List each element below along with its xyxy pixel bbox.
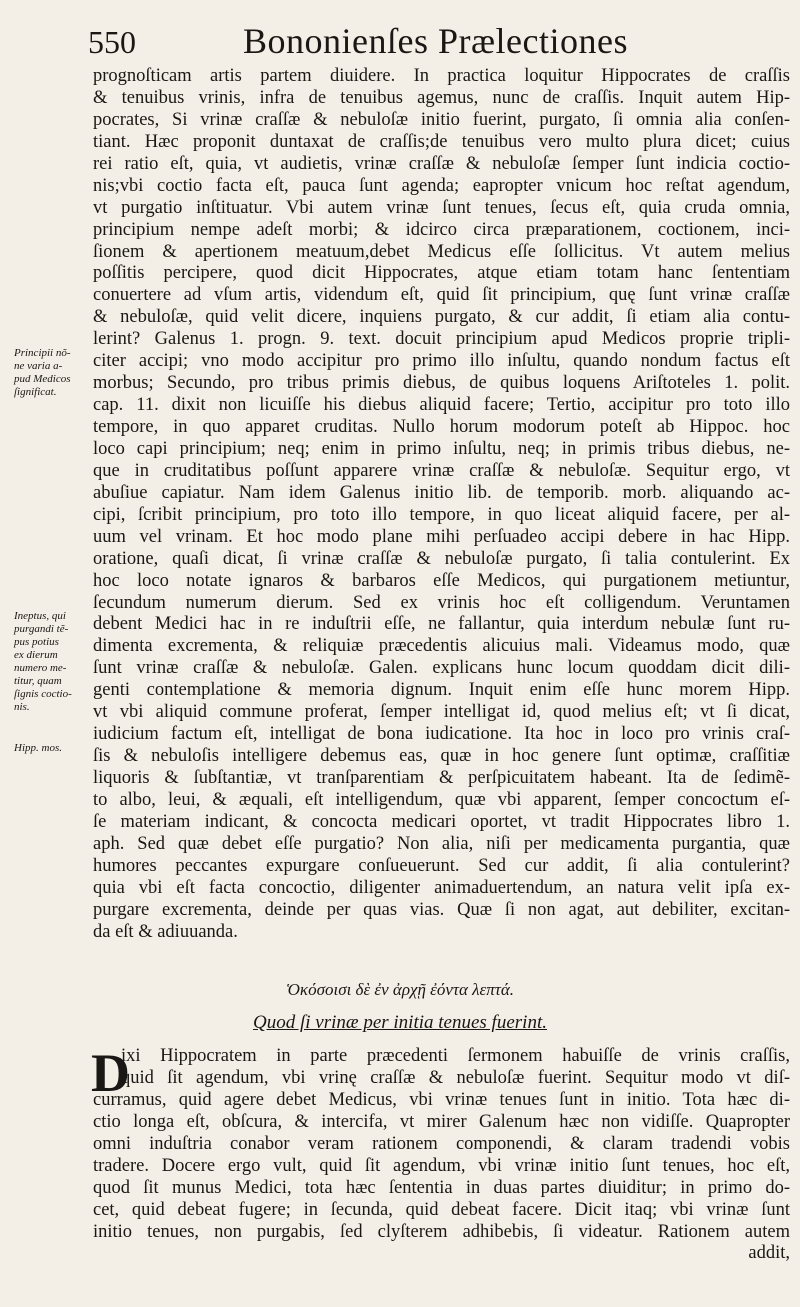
catchword: addit,: [748, 1243, 790, 1264]
text-line: cap. 11. dixit non licuiſſe his diebus aliquid facere; Tertio, accipitur pro toto illo: [93, 395, 790, 416]
margin-note-line: purgandi tẽ-: [14, 623, 69, 635]
margin-note-line: titur, quam: [14, 675, 62, 687]
text-line: initio tenues, non purgabis, ſed clyſterem adhibebis, ſi videatur. Rationem autem: [93, 1221, 790, 1242]
text-line: genti contemplatione & memoria dignum. Inquit enim eſſe hunc morem Hipp.: [93, 680, 790, 701]
text-line: nis;vbi coctio facta eſt, pauca ſunt agenda; eapropter vnicum hoc reſtat agendum,: [93, 175, 790, 196]
page-number: 550: [88, 24, 136, 60]
page-header: [88, 20, 780, 68]
lemma-heading: [0, 1012, 800, 1034]
text-line: humores peccantes expurgare conſueuerunt. Sed cur addit, ſi alia contulerint?: [93, 855, 790, 876]
text-line: abuſiue capiatur. Nam idem Galenus initio lib. de temporib. morb. aliquando ac-: [93, 482, 790, 503]
margin-note: [14, 610, 88, 714]
text-line: tiant. Hæc proponit duntaxat de craſſis;de tenuibus vero multo plura dicet; cuius: [93, 131, 790, 152]
body-text-section-1: [93, 66, 790, 944]
margin-note: [14, 347, 88, 399]
text-line: ixi Hippocratem in parte præcedenti ſermonem habuiſſe de vrinis craſſis,: [121, 1046, 790, 1066]
text-line: lerint? Galenus 1. progn. 9. text. docuit principium apud Medicos proprie tripli-: [93, 329, 790, 350]
margin-note-line: ſignis coctio-: [14, 688, 72, 700]
greek-lemma: Ὁκόσοισι δὲ ἐν ἀρχῇ ἐόντα λεπτά.: [286, 980, 514, 999]
text-line: tradere. Docere ergo vult, quid ſit agendum, vbi vrinæ initio ſunt tenues, hoc eſt,: [93, 1155, 790, 1176]
margin-note-line: ex dierum: [14, 649, 58, 661]
text-line: quod ſit munus Medici, tota hæc ſententia in duas partes diuiditur; in primo do-: [93, 1177, 790, 1198]
text-line: oratione, quaſi dicat, ſi vrinæ craſſæ & nebuloſæ purgato, ſi talia contulerint. Ex: [93, 548, 790, 569]
text-line: liquoris & ſubſtantiæ, vt tranſparentiam & perſpicuitatem habeant. Ita de ſedimẽ-: [93, 768, 790, 788]
text-line: curramus, quid agere debet Medicus, vbi vrinæ tenues ſunt in initio. Tota hæc di-: [93, 1089, 790, 1110]
running-title: Bononienſes Prælectiones: [243, 21, 628, 61]
text-line: cipi, ſcribit principium, pro toto illo tempore, in quo liceat aliquid facere, per al-: [93, 504, 790, 525]
text-line: ſunt vrinæ craſſæ & nebuloſæ. Galen. explicans hunc locum quoddam dicit dili-: [93, 658, 790, 679]
text-line: ſionem & apertionem meatuum,debet Medicus eſſe ſollicitus. Vt autem melius: [93, 241, 790, 262]
text-line: vt purgatio inſtituatur. Vbi autem vrinæ ſunt tenues, ſecus eſt, quia cruda omnia,: [93, 197, 790, 218]
text-line: pocrates, Si vrinæ craſſæ & nebuloſæ initio fuerint, purgato, ſi omnia alia conſen-: [93, 109, 790, 130]
margin-note: [14, 742, 88, 755]
text-line: dimenta excrementa, & reliquiæ præcedentis alicuius mali. Videamus modo, quæ: [93, 636, 790, 657]
text-line: loco capi principium; neq; enim in primo inſultu, neq; in primis tribus diebus, ne-: [93, 438, 790, 459]
margin-note-line: Hipp. mos.: [14, 742, 62, 754]
margin-note-line: ſignificat.: [14, 386, 57, 398]
margin-note-line: Principii nõ-: [14, 347, 71, 359]
text-line: conuertere ad vſum artis, videndum eſt, quid ſit principium, quę ſunt vrinæ craſſæ: [93, 285, 790, 306]
text-line: uum vel vrinam. Et hoc modo plane mihi perſuadeo accipi debere in hac Hipp.: [93, 526, 790, 547]
margin-note-line: numero me-: [14, 662, 67, 674]
text-line: poſſitis percipere, quod dicit Hippocrates, atque etiam totam hanc ſententiam: [93, 263, 790, 284]
text-line: hoc loco notate ignaros & barbaros eſſe Medicos, qui purgationem metiuntur,: [93, 570, 790, 591]
text-line: da eſt & adiuuanda.: [93, 921, 238, 942]
text-line: tempore, in quo apparet cruditas. Nullo horum modorum poteſt ab Hippoc. hoc: [93, 417, 790, 437]
text-line: ſis & nebuloſis intelligere debemus eas, quæ in hoc genere ſunt optimæ, craſſitiæ: [93, 746, 790, 767]
text-line: ſe materiam indicant, & concocta medicari oportet, vt tradit Hippocrates libro 1.: [93, 811, 790, 832]
text-line: & tenuibus vrinis, infra de tenuibus agemus, nunc de craſſis. Inquit autem Hip-: [93, 87, 790, 108]
text-line: cet, quid debeat fugere; in ſecunda, quid debeat facere. Dicit itaq; vbi vrinæ ſunt: [93, 1199, 790, 1220]
text-line: citer accipi; vno modo accipitur pro primo illo inſultu, quando nondum factus eſt: [93, 351, 790, 372]
text-line: principium nempe adeſt morbi; & idcirco circa præparationem, coctionem, inci-: [93, 219, 790, 240]
text-line: & nebuloſæ, quid velit dicere, inquiens purgato, & cur addit, ſi etiam alia contu-: [93, 307, 790, 328]
drop-capital: D: [91, 1043, 130, 1103]
margin-note-line: ne varia a-: [14, 360, 63, 372]
lemma-latin: Quod ſi vrinæ per initia tenues fuerint.: [253, 1012, 547, 1033]
body-text-section-2: [91, 1043, 790, 1265]
margin-note-line: pus potius: [14, 636, 59, 648]
text-line: que in cruditatibus poſſunt apparere vrinæ craſſæ & nebuloſæ. Sequitur ergo, vt: [93, 460, 790, 481]
text-line: iudicium factum eſt, intelligat de bona iudicatione. Ita hoc in loco pro vrinis craſ-: [93, 724, 790, 745]
margin-note-line: pud Medicos: [14, 373, 71, 385]
margin-note-line: nis.: [14, 701, 30, 713]
text-line: omni induſtria conabor veram rationem componendi, & claram tradendi vobis: [93, 1133, 790, 1154]
text-line: debent Medici hac in re induſtrii eſſe, ne fallantur, quia interdum nebulæ ſunt ru-: [93, 614, 790, 635]
text-line: quia vbi eſt facta concoctio, diligenter animaduertendum, an natura velit ipſa ex-: [93, 877, 790, 898]
text-line: vt vbi aliquid commune proferat, ſemper intelligat id, quod melius eſt; vt ſi dicat,: [93, 702, 790, 723]
text-line: to albo, leui, & æquali, eſt intelligendum, quæ vbi apparent, ſemper concoctum eſ-: [93, 789, 790, 810]
text-line: rei ratio eſt, quia, vt audietis, vrinæ craſſæ & nebuloſæ ſemper ſunt indicia coctio-: [93, 153, 790, 174]
text-line: aph. Sed quæ debet eſſe purgatio? Non alia, niſi per medicamenta purgantia, quæ: [93, 833, 790, 854]
text-line: quid ſit agendum, vbi vrinę craſſæ & nebuloſæ fuerint. Sequitur modo vt diſ-: [121, 1067, 790, 1088]
text-line: morbus; Secundo, pro tribus primis diebus, de quibus loquens Ariſtoteles 1. polit.: [93, 373, 790, 394]
margin-note-line: Ineptus, qui: [14, 610, 66, 622]
text-line: ctio longa eſt, obſcura, & intercifa, vt mirer Galenum hæc non vidiſſe. Quapropter: [93, 1111, 790, 1132]
text-line: prognoſticam artis partem diuidere. In practica loquitur Hippocrates de craſſis: [93, 66, 790, 86]
text-line: ſecundum numerum dierum. Sed ex vrinis hoc eſt colligendum. Veruntamen: [93, 592, 790, 613]
text-line: purgare excrementa, deinde per quas vias. Quæ ſi non agat, aut debiliter, excitan-: [93, 899, 790, 920]
